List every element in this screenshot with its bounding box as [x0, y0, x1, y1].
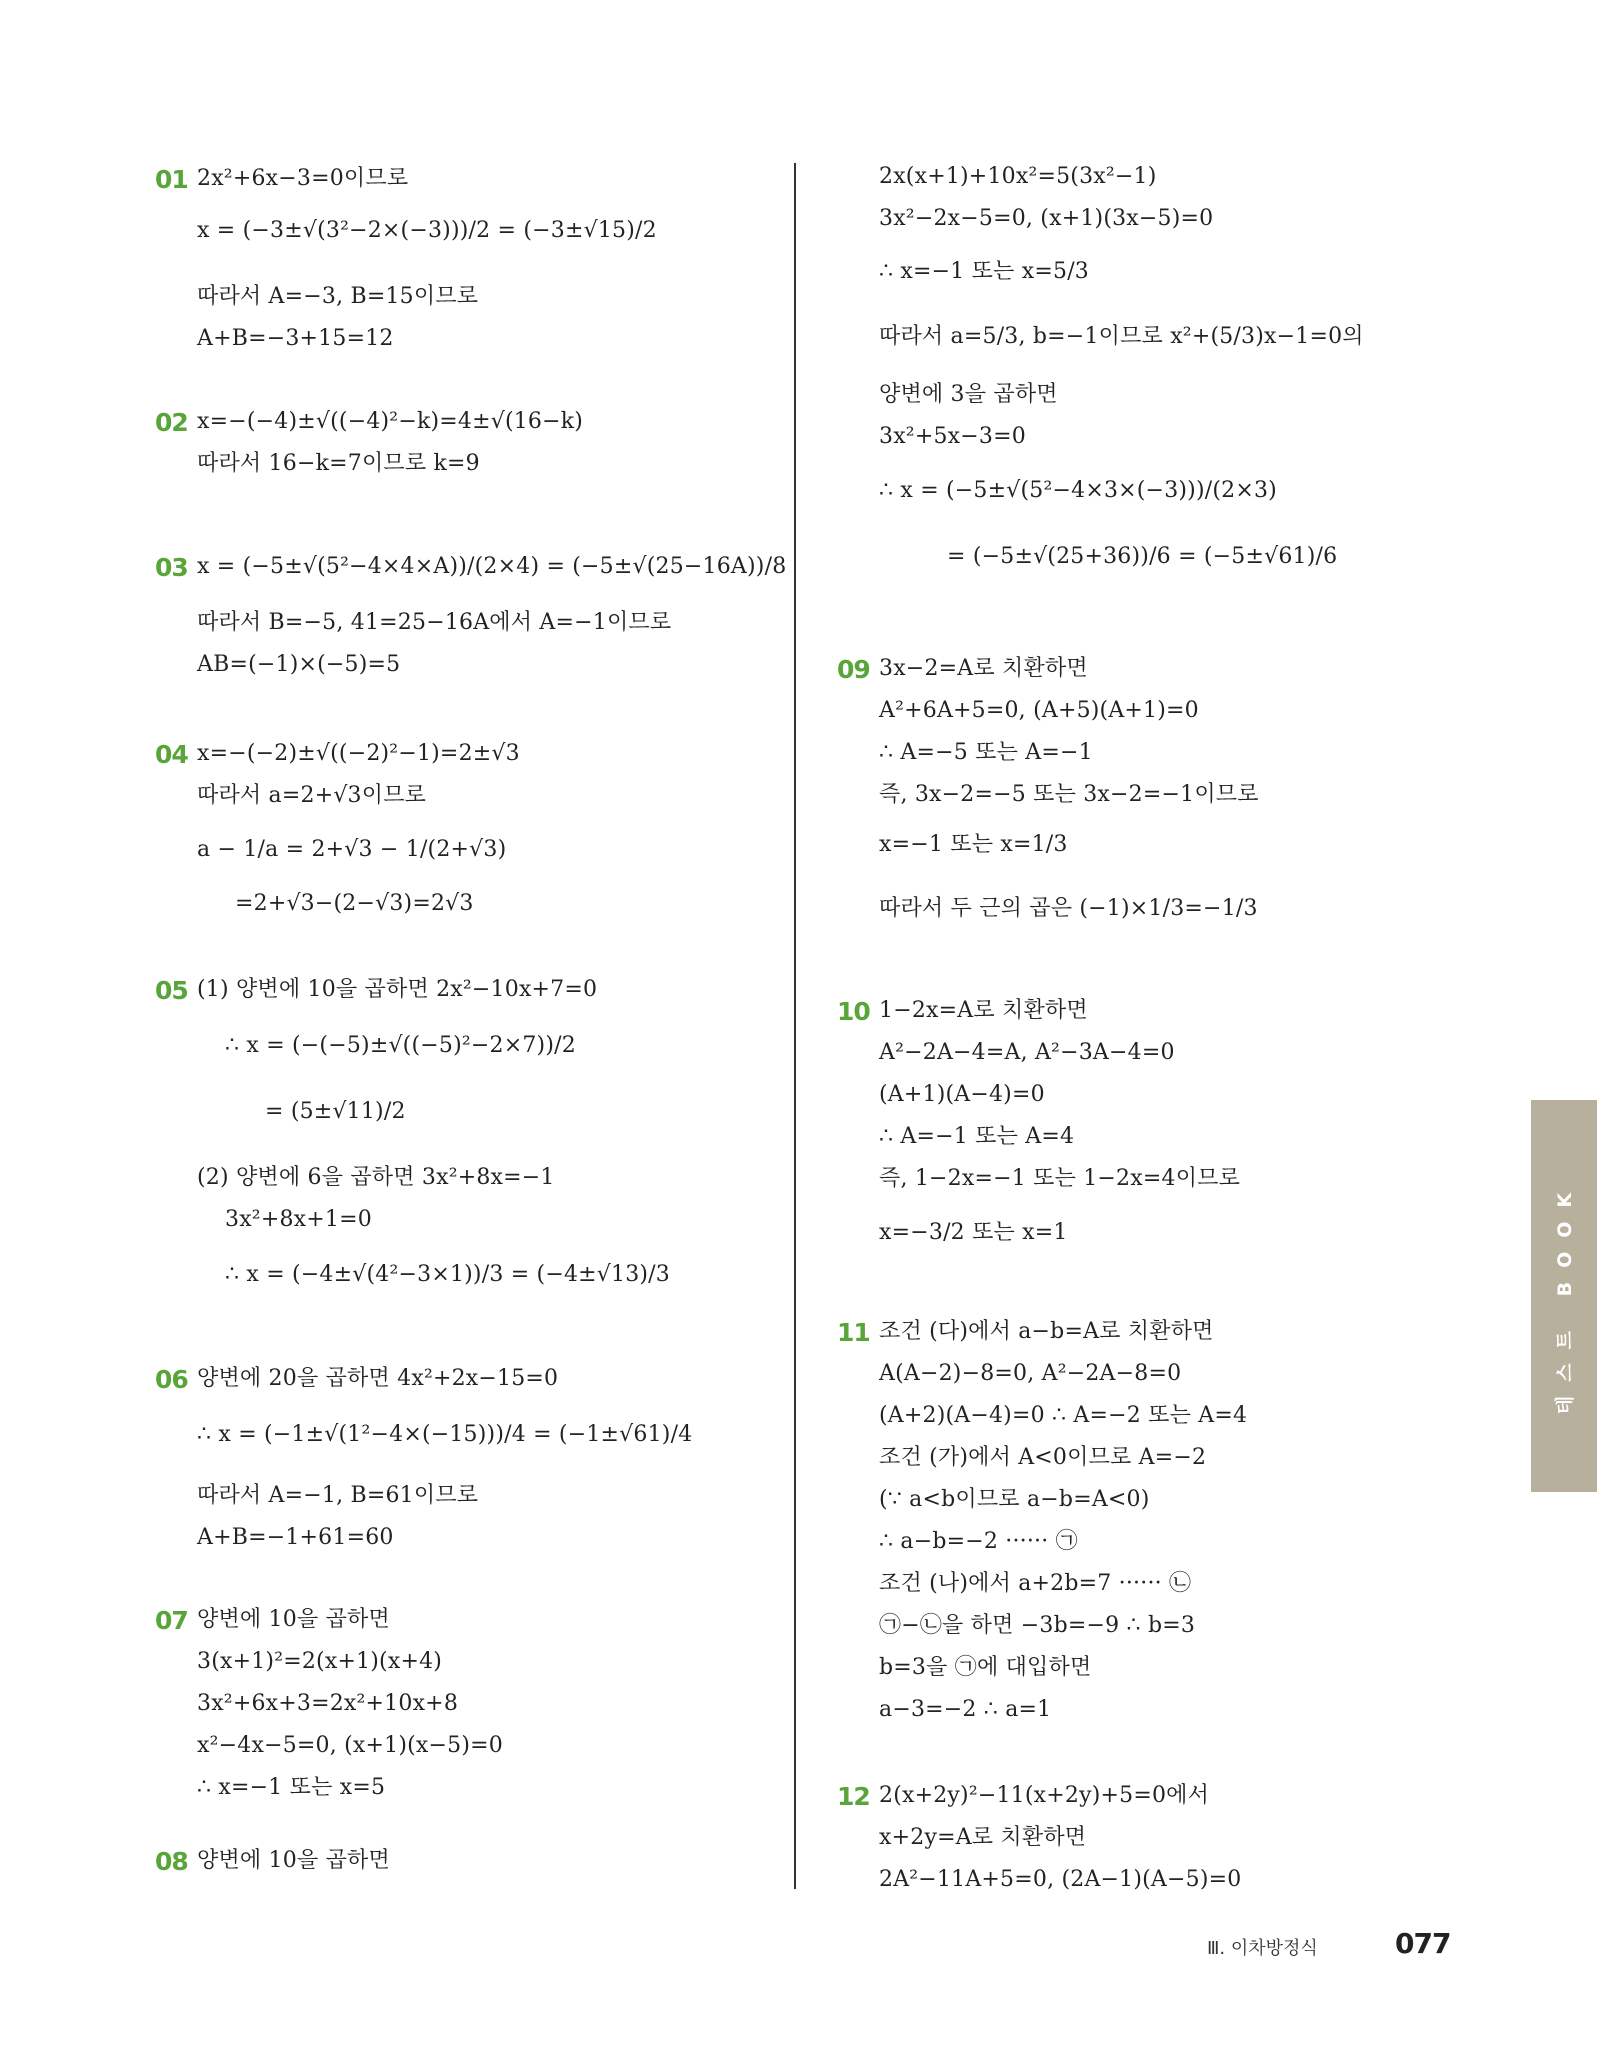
- solution-line: 2x²+6x−3=0이므로: [197, 166, 409, 191]
- problem-number: 11: [837, 1318, 870, 1347]
- solution-line: ∴ x = (−4±√(4²−3×1))/3 = (−4±√13)/3: [225, 1262, 670, 1287]
- solution-line: = (−5±√(25+36))/6 = (−5±√61)/6: [947, 544, 1338, 569]
- solution-line: A²−2A−4=A, A²−3A−4=0: [879, 1040, 1175, 1065]
- problem-number: 02: [155, 408, 188, 437]
- solution-line: AB=(−1)×(−5)=5: [197, 652, 401, 677]
- solution-line: A+B=−3+15=12: [197, 326, 394, 351]
- problem-number: 10: [837, 997, 870, 1026]
- solution-line: 양변에 10을 곱하면: [197, 1848, 390, 1873]
- problem-number: 06: [155, 1365, 188, 1394]
- problem-number: 05: [155, 976, 188, 1005]
- solution-line: x+2y=A로 치환하면: [879, 1825, 1087, 1850]
- solution-line: 따라서 B=−5, 41=25−16A에서 A=−1이므로: [197, 610, 672, 635]
- solution-line: =2+√3−(2−√3)=2√3: [235, 891, 474, 916]
- solution-line: x=−1 또는 x=1/3: [879, 832, 1068, 857]
- problem-number: 12: [837, 1782, 870, 1811]
- solution-line: ∴ x = (−5±√(5²−4×3×(−3)))/(2×3): [879, 478, 1277, 503]
- problem-number: 03: [155, 553, 188, 582]
- solution-line: (A+1)(A−4)=0: [879, 1082, 1045, 1107]
- solution-line: 3x²+8x+1=0: [225, 1207, 372, 1232]
- column-divider: [794, 163, 796, 1889]
- solution-line: 조건 (나)에서 a+2b=7 ······ ㉡: [879, 1571, 1192, 1596]
- solution-line: (A+2)(A−4)=0 ∴ A=−2 또는 A=4: [879, 1403, 1248, 1428]
- solution-line: ∴ A=−5 또는 A=−1: [879, 740, 1093, 765]
- solution-line: 3x²−2x−5=0, (x+1)(3x−5)=0: [879, 206, 1214, 231]
- solution-line: x = (−5±√(5²−4×4×A))/(2×4) = (−5±√(25−16A))/8: [197, 554, 787, 579]
- solution-line: ∴ x=−1 또는 x=5/3: [879, 259, 1089, 284]
- solution-line: 즉, 3x−2=−5 또는 3x−2=−1이므로: [879, 782, 1259, 807]
- solution-line: 3x²+5x−3=0: [879, 424, 1026, 449]
- solution-line: 조건 (다)에서 a−b=A로 치환하면: [879, 1319, 1214, 1344]
- solution-line: x=−(−2)±√((−2)²−1)=2±√3: [197, 741, 520, 766]
- solution-line: 1−2x=A로 치환하면: [879, 998, 1088, 1023]
- solution-line: 양변에 3을 곱하면: [879, 382, 1058, 407]
- problem-number: 01: [155, 165, 188, 194]
- solution-line: x=−3/2 또는 x=1: [879, 1220, 1068, 1245]
- problem-number: 08: [155, 1847, 188, 1876]
- solution-line: x=−(−4)±√((−4)²−k)=4±√(16−k): [197, 409, 584, 434]
- side-tab-label: 테스트 BOOK: [1554, 1178, 1577, 1414]
- solution-line: 따라서 a=2+√3이므로: [197, 783, 427, 808]
- solution-line: ㉠−㉡을 하면 −3b=−9 ∴ b=3: [879, 1613, 1196, 1638]
- solution-line: ∴ a−b=−2 ······ ㉠: [879, 1529, 1078, 1554]
- solution-line: 따라서 A=−3, B=15이므로: [197, 284, 479, 309]
- footer-chapter: Ⅲ. 이차방정식: [1207, 1938, 1318, 1959]
- solution-line: 따라서 A=−1, B=61이므로: [197, 1483, 479, 1508]
- page-number: 077: [1395, 1927, 1451, 1960]
- solution-line: x = (−3±√(3²−2×(−3)))/2 = (−3±√15)/2: [197, 218, 657, 243]
- solution-line: ∴ A=−1 또는 A=4: [879, 1124, 1075, 1149]
- solution-line: a − 1/a = 2+√3 − 1/(2+√3): [197, 837, 507, 862]
- solution-line: x²−4x−5=0, (x+1)(x−5)=0: [197, 1733, 503, 1758]
- solution-line: A²+6A+5=0, (A+5)(A+1)=0: [879, 698, 1199, 723]
- solution-line: (1) 양변에 10을 곱하면 2x²−10x+7=0: [197, 977, 598, 1002]
- solution-line: ∴ x = (−1±√(1²−4×(−15)))/4 = (−1±√61)/4: [197, 1422, 693, 1447]
- solution-line: b=3을 ㉠에 대입하면: [879, 1655, 1092, 1680]
- solution-line: 2x(x+1)+10x²=5(3x²−1): [879, 164, 1157, 189]
- solution-line: 3x−2=A로 치환하면: [879, 656, 1088, 681]
- solution-line: 3x²+6x+3=2x²+10x+8: [197, 1691, 459, 1716]
- problem-number: 04: [155, 740, 188, 769]
- solution-line: a−3=−2 ∴ a=1: [879, 1697, 1052, 1722]
- solution-line: 2(x+2y)²−11(x+2y)+5=0에서: [879, 1783, 1210, 1808]
- problem-number: 09: [837, 655, 870, 684]
- solution-line: 3(x+1)²=2(x+1)(x+4): [197, 1649, 443, 1674]
- side-tab: [1531, 1100, 1597, 1492]
- solution-line: = (5±√11)/2: [265, 1099, 406, 1124]
- solution-line: ∴ x=−1 또는 x=5: [197, 1775, 386, 1800]
- solution-line: 양변에 10을 곱하면: [197, 1607, 390, 1632]
- solution-line: A+B=−1+61=60: [197, 1525, 394, 1550]
- problem-number: 07: [155, 1606, 188, 1635]
- solution-line: A(A−2)−8=0, A²−2A−8=0: [879, 1361, 1182, 1386]
- solution-line: 따라서 a=5/3, b=−1이므로 x²+(5/3)x−1=0의: [879, 324, 1364, 349]
- solution-line: 조건 (가)에서 A<0이므로 A=−2: [879, 1445, 1207, 1470]
- solution-line: (2) 양변에 6을 곱하면 3x²+8x=−1: [197, 1165, 555, 1190]
- solution-line: 따라서 16−k=7이므로 k=9: [197, 451, 480, 476]
- solution-line: 즉, 1−2x=−1 또는 1−2x=4이므로: [879, 1166, 1241, 1191]
- solution-line: 2A²−11A+5=0, (2A−1)(A−5)=0: [879, 1867, 1242, 1892]
- solution-line: ∴ x = (−(−5)±√((−5)²−2×7))/2: [225, 1033, 576, 1058]
- solution-line: 양변에 20을 곱하면 4x²+2x−15=0: [197, 1366, 559, 1391]
- solution-line: (∵ a<b이므로 a−b=A<0): [879, 1487, 1150, 1512]
- solution-line: 따라서 두 근의 곱은 (−1)×1/3=−1/3: [879, 896, 1258, 921]
